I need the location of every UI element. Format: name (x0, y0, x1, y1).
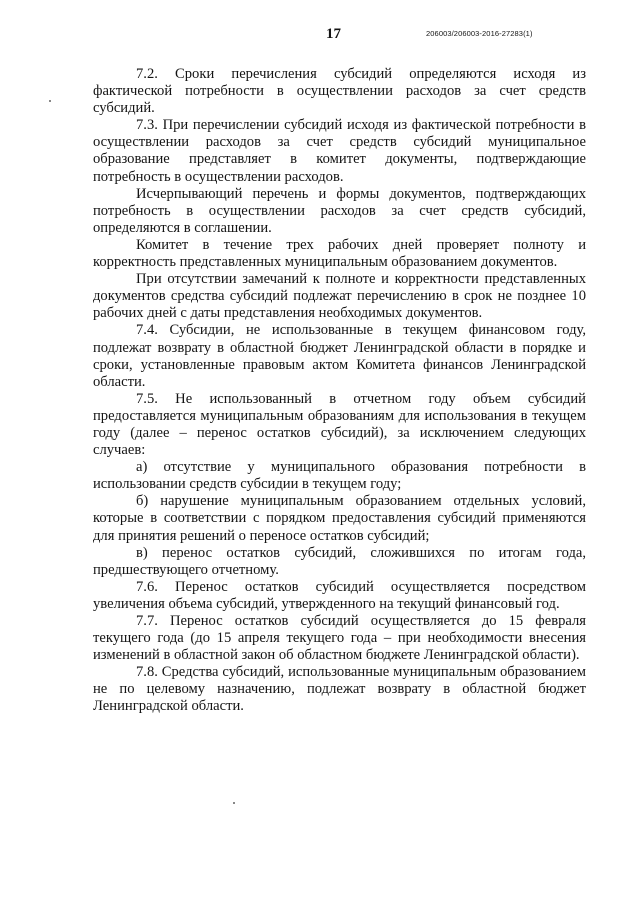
paragraph: Исчерпывающий перечень и формы документов, подтверждающих потребность в осуществлении расходов за счет средств субсидий, определяются в соглашении. (93, 185, 586, 236)
list-item-c: в) перенос остатков субсидий, сложившихся по итогам года, предшествующего отчетному. (93, 544, 586, 578)
paragraph: 7.8. Средства субсидий, использованные муниципальным образованием не по целевому назначению, подлежат возврату в областной бюджет Ленинградской области. (93, 664, 586, 715)
list-item-b: б) нарушение муниципальным образованием отдельных условий, которые в соответствии с порядком предоставления субсидий применяются для принятия решений о переносе остатков субсидий; (93, 493, 586, 544)
scan-speck (233, 802, 235, 804)
scan-speck (49, 100, 51, 102)
paragraph: 7.6. Перенос остатков субсидий осуществляется посредством увеличения объема субсидий, утвержденного на текущий финансовый год. (93, 578, 586, 612)
paragraph: 7.7. Перенос остатков субсидий осуществляется до 15 февраля текущего года (до 15 апреля текущего года – при необходимости внесения изменений в областной закон об областном бюджете Ленинградской области). (93, 613, 586, 664)
paragraph: 7.4. Субсидии, не использованные в текущем финансовом году, подлежат возврату в областной бюджет Ленинградской области в порядке и сроки, установленные правовым актом Комитета финансов Ленинградской области. (93, 322, 586, 390)
page-number: 17 (326, 26, 341, 42)
list-item-a: а) отсутствие у муниципального образования потребности в использовании средств субсидии в текущем году; (93, 459, 586, 493)
paragraph: 7.2. Сроки перечисления субсидий определяются исходя из фактической потребности в осуществлении расходов за счет средств субсидий. (93, 66, 586, 117)
document-body (93, 66, 586, 716)
document-code: 206003/206003-2016-27283(1) (426, 29, 533, 38)
paragraph: 7.3. При перечислении субсидий исходя из фактической потребности в осуществлении расходов за счет средств субсидий муниципальное образование представляет в комитет документы, подтверждающие потребность в осуществлении расходов. (93, 117, 586, 185)
paragraph: Комитет в течение трех рабочих дней проверяет полноту и корректность представленных муниципальным образованием документов. (93, 236, 586, 271)
paragraph: При отсутствии замечаний к полноте и корректности представленных документов средства субсидий подлежат перечислению в срок не позднее 10 рабочих дней с даты представления необходимых документов. (93, 271, 586, 322)
paragraph: 7.5. Не использованный в отчетном году объем субсидий предоставляется муниципальным образованиям для использования в текущем году (далее – перенос остатков субсидий), за исключением следующих случаев: (93, 390, 586, 459)
